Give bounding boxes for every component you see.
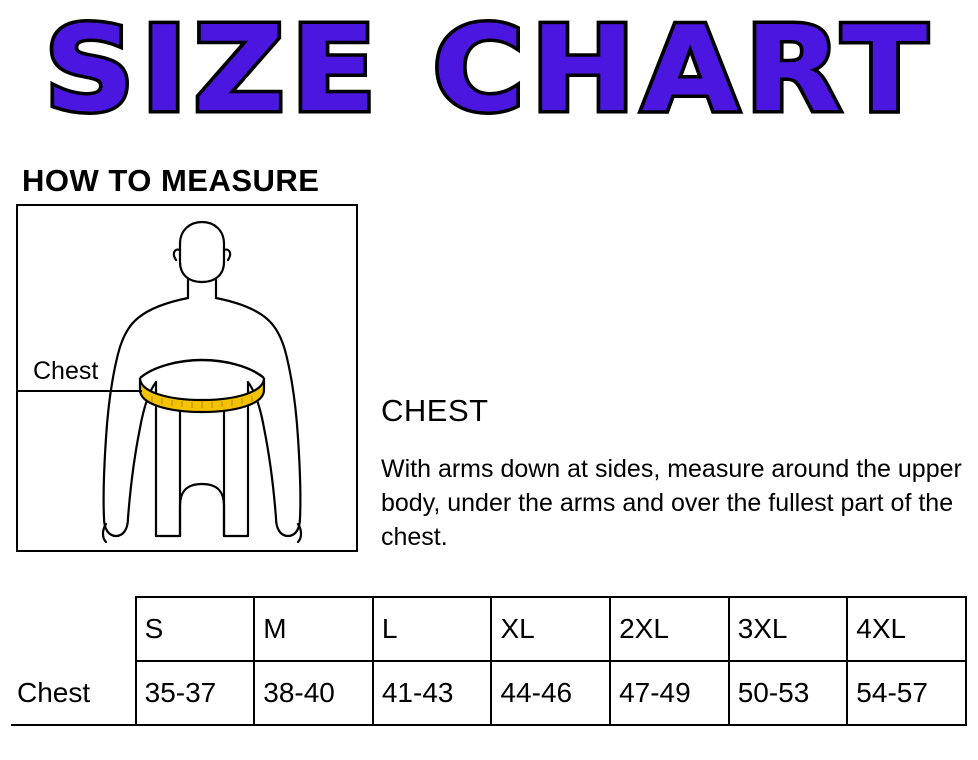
table-col-header: 2XL [610,597,729,661]
table-col-header: XL [491,597,610,661]
table-row-header: Chest [11,661,136,725]
table-cell: 47-49 [610,661,729,725]
page-title: SIZE CHART [44,0,934,138]
table-cell: 54-57 [847,661,966,725]
table-row [11,661,966,725]
table-col-header: S [136,597,255,661]
size-table-wrap [11,596,967,726]
table-cell: 38-40 [254,661,373,725]
how-to-measure-heading: HOW TO MEASURE [22,163,320,198]
table-col-header: M [254,597,373,661]
table-cell: 41-43 [373,661,492,725]
table-header-row [11,597,966,661]
tape-measure-icon [140,360,264,412]
page-title-banner [0,0,978,144]
table-cell: 50-53 [729,661,848,725]
chest-measure-label: Chest [33,357,99,385]
table-col-header: L [373,597,492,661]
table-cell: 35-37 [136,661,255,725]
table-col-header: 4XL [847,597,966,661]
table-corner-cell [11,597,136,661]
description-body: With arms down at sides, measure around the upper body, under the arms and over the fullest part of the chest. [381,455,962,551]
table-col-header: 3XL [729,597,848,661]
table-cell: 44-46 [491,661,610,725]
description-heading: CHEST [381,393,489,428]
size-table [11,596,967,726]
